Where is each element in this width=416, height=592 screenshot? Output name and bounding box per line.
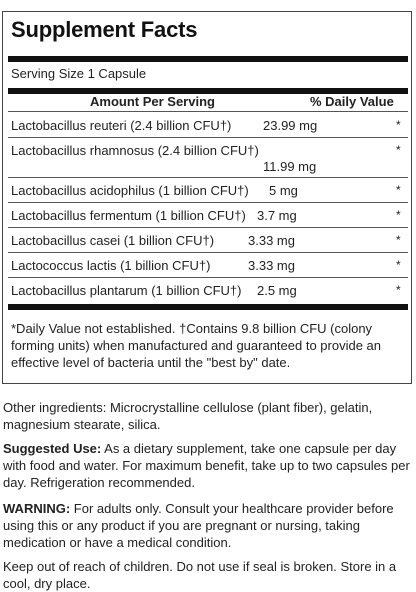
nutrient-amount: 3.33 mg — [248, 258, 295, 273]
divider-thick-bottom — [8, 304, 408, 310]
suggested-use — [3, 440, 411, 491]
row-divider — [8, 137, 408, 138]
nutrient-amount: 23.99 mg — [263, 118, 318, 133]
nutrient-dv: * — [396, 143, 401, 157]
row-divider — [8, 227, 408, 228]
nutrient-name: Lactococcus lactis (1 billion CFU†) — [11, 258, 211, 273]
footnote: *Daily Value not established. †Contains 9.8 billion CFU (colony forming units) when manufactured and guaranteed to provide an effective level of bacteria until the "best by" date. — [11, 321, 382, 370]
nutrient-amount: 5 mg — [269, 183, 298, 198]
nutrient-name: Lactobacillus rhamnosus (2.4 billion CFU†) — [11, 143, 259, 158]
storage-instructions: Keep out of reach of children. Do not use if seal is broken. Store in a cool, dry place. — [3, 559, 397, 591]
row-divider — [8, 252, 408, 253]
warning — [3, 500, 411, 551]
nutrient-name: Lactobacillus casei (1 billion CFU†) — [11, 233, 215, 248]
nutrient-dv: * — [396, 283, 401, 297]
divider-header — [8, 111, 408, 112]
row-divider — [8, 202, 408, 203]
nutrient-name: Lactobacillus acidophilus (1 billion CFU†) — [11, 183, 249, 198]
serving-size: Serving Size 1 Capsule — [11, 66, 147, 81]
nutrient-dv: * — [396, 183, 401, 197]
panel-title: Supplement Facts — [11, 17, 198, 42]
nutrient-dv: * — [396, 118, 401, 132]
divider-thick-top — [8, 56, 408, 62]
nutrient-name: Lactobacillus plantarum (1 billion CFU†) — [11, 283, 242, 298]
warning-label: WARNING: — [3, 501, 71, 516]
header-amount-per-serving: Amount Per Serving — [90, 94, 215, 109]
other-ingredients: Other ingredients: Microcrystalline cellulose (plant fiber), gelatin, magnesium stearate, silica. — [3, 400, 373, 432]
suggested-use-text: As a dietary supplement, take one capsule per day with food and water. For maximum benefit, take up to two capsules per day. Refrigeration recommended. — [3, 441, 410, 490]
nutrient-amount: 2.5 mg — [257, 283, 297, 298]
nutrient-amount: 3.33 mg — [248, 233, 295, 248]
warning-text: For adults only. Consult your healthcare provider before using this or any product if you are pregnant or nursing, taking medication or have a medical condition. — [3, 501, 394, 550]
header-daily-value: % Daily Value — [310, 94, 394, 109]
nutrient-amount: 3.7 mg — [257, 208, 297, 223]
nutrient-dv: * — [396, 208, 401, 222]
row-divider — [8, 177, 408, 178]
nutrient-amount: 11.99 mg — [263, 159, 317, 174]
row-divider — [8, 277, 408, 278]
nutrient-dv: * — [396, 258, 401, 272]
nutrient-dv: * — [396, 233, 401, 247]
nutrient-name: Lactobacillus reuteri (2.4 billion CFU†) — [11, 118, 232, 133]
nutrient-name: Lactobacillus fermentum (1 billion CFU†) — [11, 208, 246, 223]
suggested-use-label: Suggested Use: — [3, 441, 102, 456]
